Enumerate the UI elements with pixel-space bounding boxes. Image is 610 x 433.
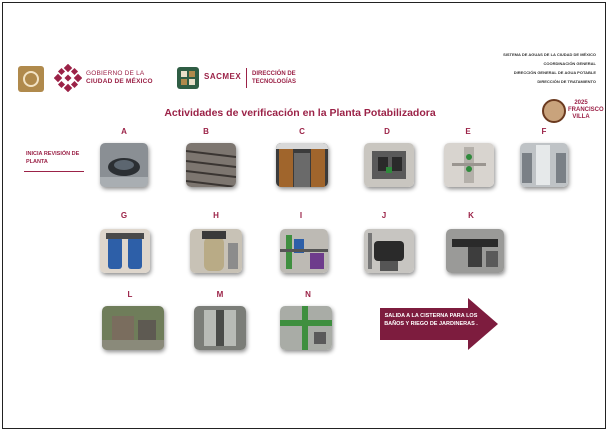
- step-letter-m: M: [216, 290, 224, 299]
- photo-h: [190, 229, 242, 273]
- photo-a: [100, 143, 148, 187]
- photo-i: [280, 229, 328, 273]
- photo-m: [194, 306, 246, 350]
- national-emblem-logo: [18, 66, 44, 92]
- photo-f: [520, 143, 568, 187]
- step-letter-j: J: [381, 211, 387, 220]
- government-name: GOBIERNO DE LA CIUDAD DE MÉXICO: [86, 70, 153, 85]
- exit-label: SALIDA A LA CISTERNA PARA LOS BAÑOS Y RIEGO DE JARDINERAS .: [384, 313, 478, 327]
- direction-name: DIRECCIÓN DE TECNOLOGÍAS: [252, 71, 297, 85]
- step-letter-c: C: [299, 127, 305, 136]
- portrait-icon: [542, 99, 566, 123]
- photo-n: [280, 306, 332, 350]
- step-letter-a: A: [121, 127, 127, 136]
- step-letter-d: D: [384, 127, 390, 136]
- year-emblem: [540, 97, 604, 127]
- step-letter-k: K: [468, 211, 474, 220]
- year-emblem-text: 2025 FRANCISCO VILLA: [568, 100, 604, 120]
- photo-d: [364, 143, 414, 187]
- institution-header: SISTEMA DE AGUAS DE LA CIUDAD DE MÉXICO COORDINACIÓN GENERAL DIRECCIÓN GENERAL DE AGUA POTABLE DIRECCIÓN DE TRATAMIENTO: [503, 52, 596, 84]
- step-letter-f: F: [541, 127, 547, 136]
- sacmex-name: SACMEX: [204, 72, 242, 81]
- step-letter-l: L: [127, 290, 133, 299]
- step-letter-b: B: [203, 127, 209, 136]
- page-title: Actividades de verificación en la Planta Potabilizadora: [164, 107, 436, 119]
- photo-b: [186, 143, 236, 187]
- photo-k: [446, 229, 504, 273]
- step-letter-g: G: [120, 211, 128, 220]
- photo-j: [364, 229, 414, 273]
- step-letter-i: I: [299, 211, 303, 220]
- logo-divider: [246, 68, 247, 88]
- cdmx-logo: [54, 64, 82, 92]
- start-label: INICIA REVISIÓN DE PLANTA: [24, 148, 84, 172]
- step-letter-h: H: [213, 211, 219, 220]
- photo-l: [102, 306, 164, 350]
- photo-c: [276, 143, 328, 187]
- step-letter-e: E: [465, 127, 471, 136]
- exit-arrow: [380, 296, 500, 352]
- step-letter-n: N: [305, 290, 311, 299]
- sacmex-icon: [176, 66, 200, 90]
- photo-g: [100, 229, 150, 273]
- photo-e: [444, 143, 494, 187]
